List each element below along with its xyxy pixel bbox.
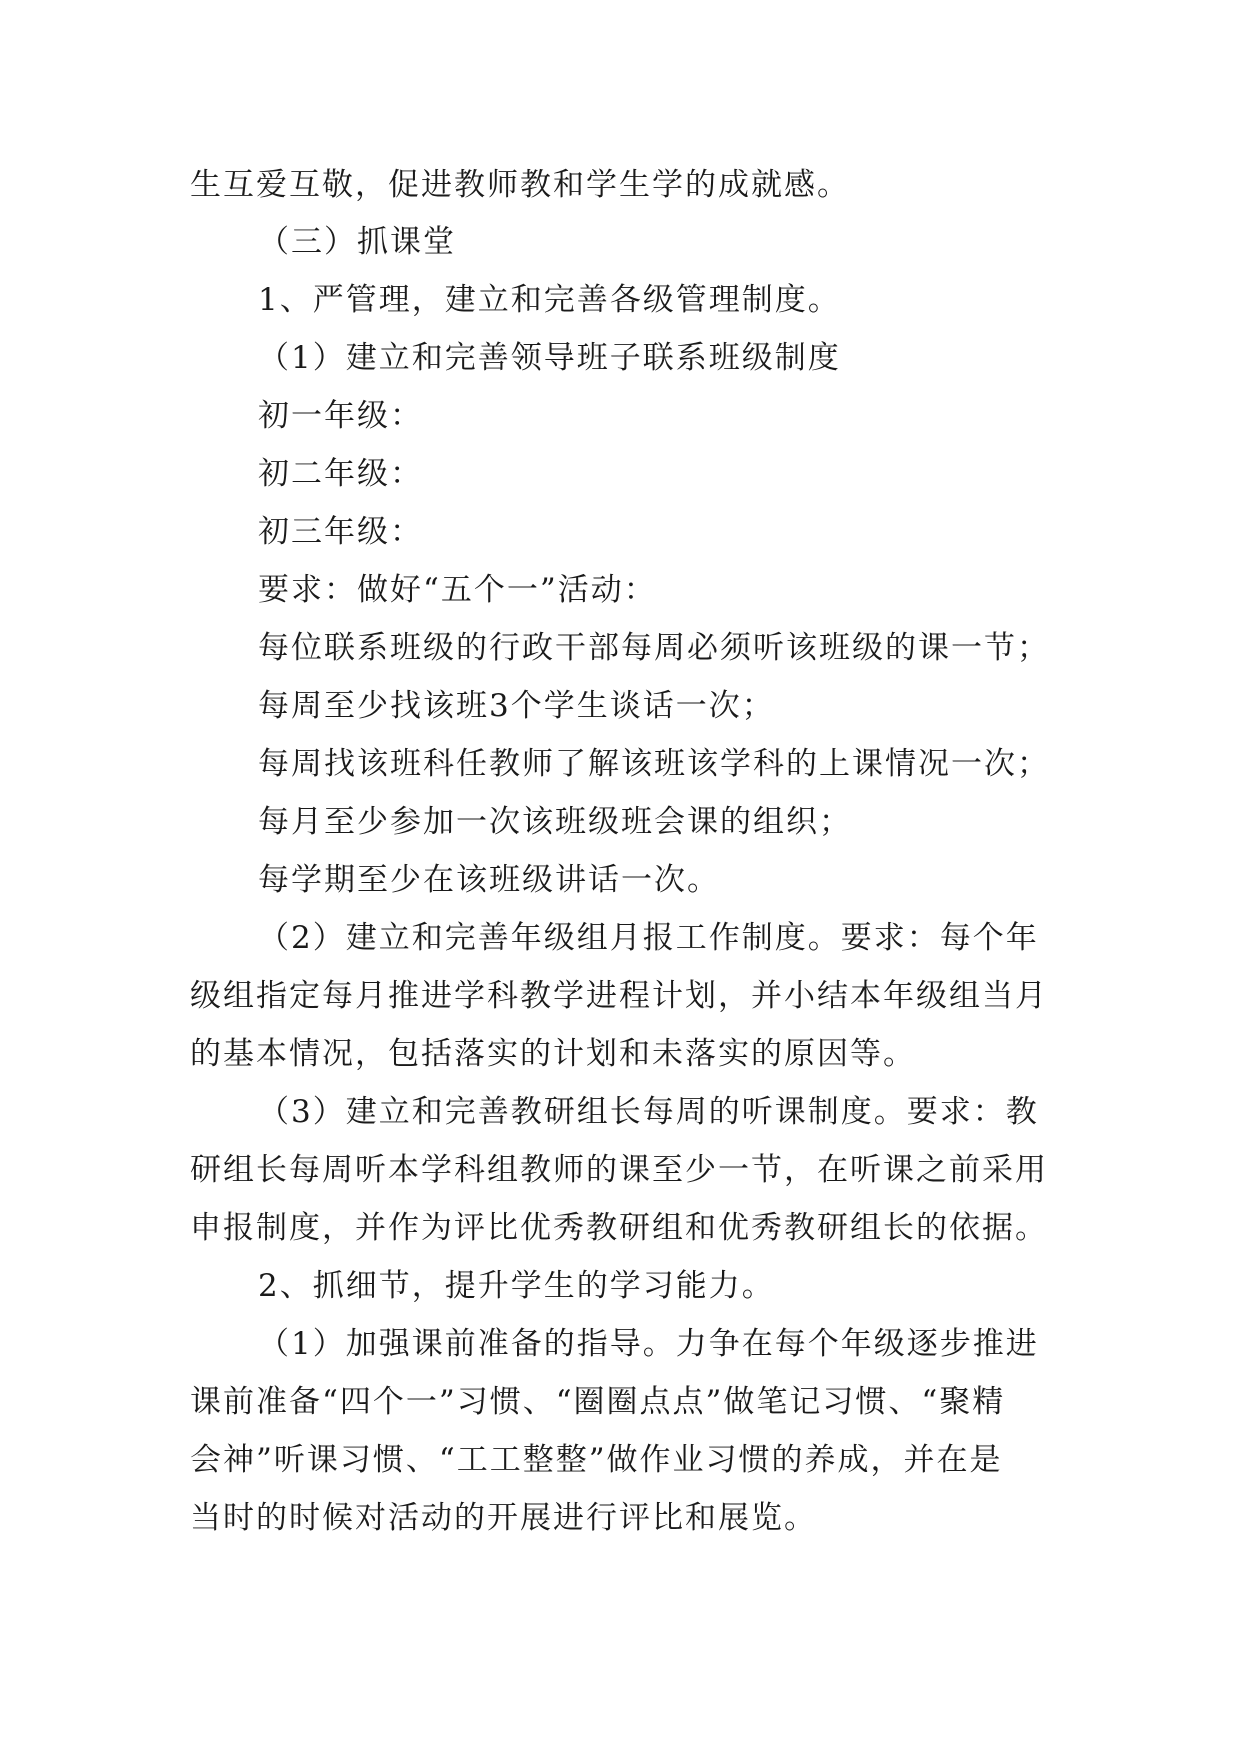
text-line: 每月至少参加一次该班级班会课的组织； [258, 804, 852, 840]
text-line: 研组长每周听本学科组教师的课至少一节，在听课之前采用 [190, 1152, 1048, 1188]
item-heading: （1）建立和完善领导班子联系班级制度 [258, 340, 841, 376]
text-line: 初一年级： [258, 398, 423, 434]
text-line: 的基本情况，包括落实的计划和未落实的原因等。 [190, 1036, 916, 1072]
text-line: 生互爱互敬，促进教师教和学生学的成就感。 [190, 167, 850, 203]
text-line: 会神”听课习惯、“工工整整”做作业习惯的养成，并在是 [190, 1442, 1003, 1478]
text-line: 要求：做好“五个一”活动： [258, 572, 657, 608]
text-line: 申报制度，并作为评比优秀教研组和优秀教研组长的依据。 [190, 1210, 1048, 1246]
text-line: 每周至少找该班3个学生谈话一次； [258, 688, 775, 724]
text-line: 级组指定每月推进学科教学进程计划，并小结本年级组当月 [190, 978, 1048, 1014]
subsection-heading: 1、严管理，建立和完善各级管理制度。 [258, 282, 841, 318]
text-line: 初三年级： [258, 514, 423, 550]
text-line: 初二年级： [258, 456, 423, 492]
text-line: 每周找该班科任教师了解该班该学科的上课情况一次； [258, 746, 1050, 782]
text-line: 课前准备“四个一”习惯、“圈圈点点”做笔记习惯、“聚精 [190, 1384, 1006, 1420]
item-heading: （2）建立和完善年级组月报工作制度。要求：每个年 [258, 920, 1039, 956]
text-line: 当时的时候对活动的开展进行评比和展览。 [190, 1500, 817, 1536]
item-heading: （3）建立和完善教研组长每周的听课制度。要求：教 [258, 1094, 1039, 1130]
section-heading: （三）抓课堂 [258, 224, 456, 260]
text-line: 每位联系班级的行政干部每周必须听该班级的课一节； [258, 630, 1050, 666]
subsection-heading: 2、抓细节，提升学生的学习能力。 [258, 1268, 775, 1304]
text-line: 每学期至少在该班级讲话一次。 [258, 862, 720, 898]
item-heading: （1）加强课前准备的指导。力争在每个年级逐步推进 [258, 1326, 1039, 1362]
